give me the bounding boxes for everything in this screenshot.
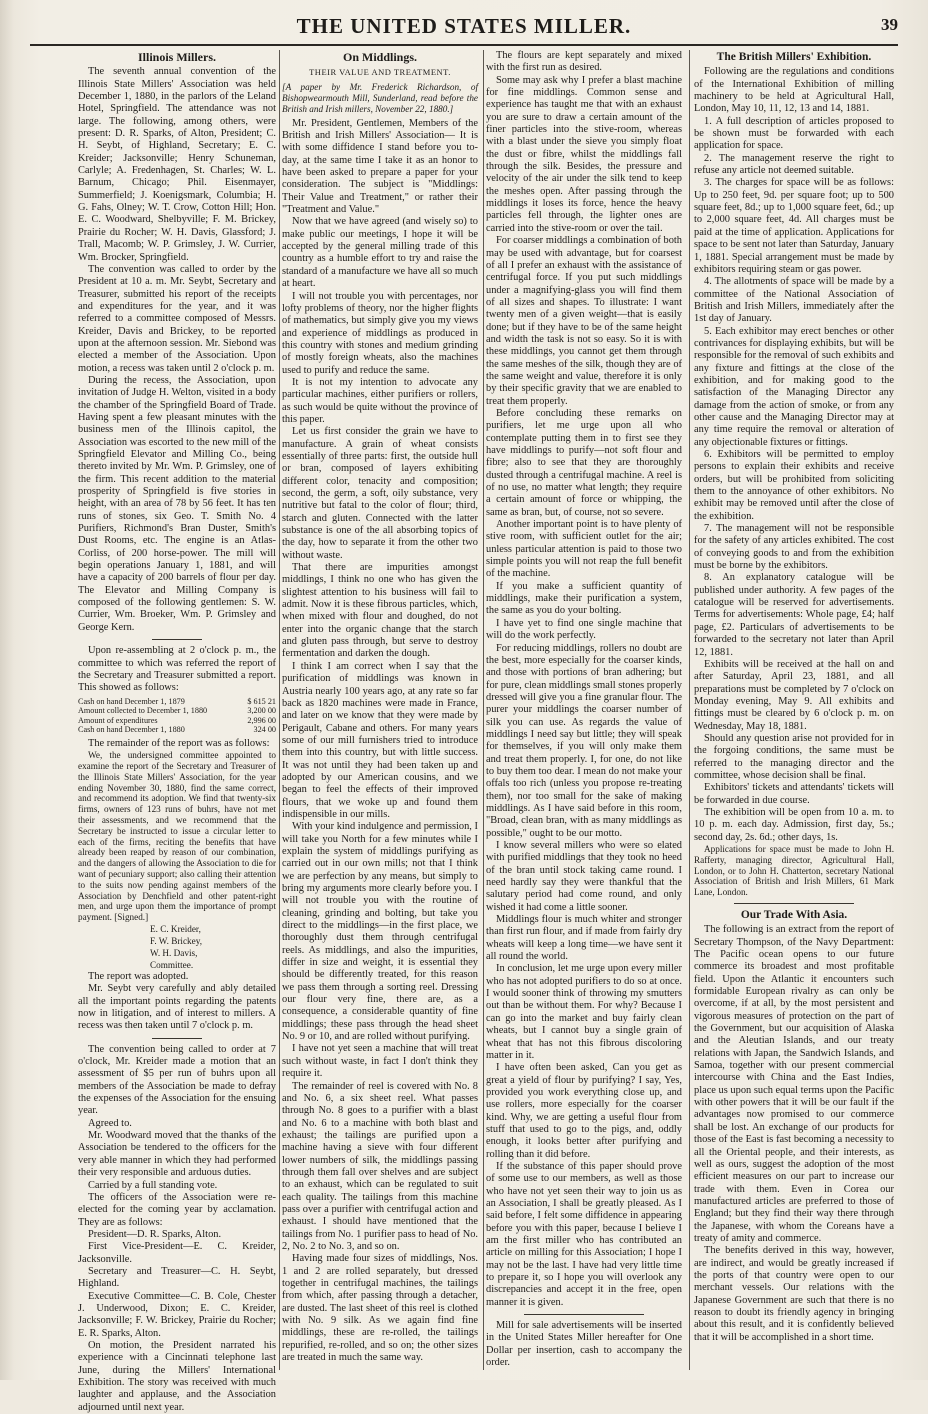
paragraph: For coarser middlings a combination of both may be used with advantage, but for coarsest of all I prefer an exhaust with the assistance of centrifugal force. If you put such middlings under a magnifying-glass you will find them of all sizes and shapes. To illustrate: I want twenty men of a given weight—that is easily done; but if they have to be of the same height and width the task is not so easy. So it is with these middlings, you cannot get them through the same meshes of the silk, though they are of the same weight and value, therefore it is only by their specific gravity that we are enabled to treat them properly. <box>486 235 682 407</box>
paragraph: The convention was called to order by the President at 10 a. m. Mr. Seybt, Secretary and Treasurer, submitted his report of the receipts and expenditures for the year, and it was referred to a committee composed of Messrs. Kreider, Davis and Brickey, to be reported upon at the afternoon session. Mr. Siebond was elected a member of the Association. Upon motion, a recess was taken until 2 o'clock p. m. <box>78 263 276 374</box>
paragraph: Middlings flour is much whiter and stronger than first run flour, and if made from fairly dry wheats will keep a long time—we have sent it all round the world. <box>486 914 682 963</box>
regulation-item: 3. The charges for space will be as follows: Up to 250 feet, 9d. per square foot; up to 500 square feet, 8d.; up to 1,000 square feet, 6d.; up to 2,000 square feet, 4d. All charges must be paid at the time of application. Applications for space to be sent not later than Saturday, January 1, 1881. Special arrangement must be made by exhibitors requiring steam or gas power. <box>694 177 894 275</box>
column-4 <box>694 50 894 1370</box>
paragraph: In conclusion, let me urge upon every miller who has not adopted purifiers to do so at once. I would sooner think of throwing my smutters out than be without them. For why? Because I can go into the market and buy fairly clean wheats, but I cannot buy a single grain of wheat that has not this fibrous discoloring matter in it. <box>486 963 682 1061</box>
paragraph: Let us first consider the grain we have to manufacture. A grain of wheat consists essentially of three parts: first, the outside hull or bran, composed of layers exhibiting different color, tenacity and composition; second, the germ, a soft, oily substance, very nutritive but fatal to the color of flour; third, starch and gluten. Connected with the latter substance is one of the all absorbing topics of the day, how to separate it from the other two without waste. <box>282 426 478 561</box>
signature: E. C. Kreider, <box>150 924 201 934</box>
paragraph: Another important point is to have plenty of stive room, with sufficient outlet for the air; unless particular attention is paid to those two simple points you will not reap the full benefit of the machine. <box>486 519 682 580</box>
paragraph: With your kind indulgence and permission, I will take you North for a few minutes while I explain the system of middlings purifying as carried out in our own mills; not that I think we are perfection by any means, but simply to bring my arguments more clearly before you. I will not trouble you with the routine of cleaning, grinding and bolting, but take you direct to the middlings—in the first place, we thoroughly dust them through centrifugal reels. As middlings, and also the impurities, differ in size and weight, it is essential they should be differently treated, for this reason we pass them through a sorting reel. Dressing our flour very fine, there are, as a consequence, a considerable quantity of fine middlings; these pass through the head sheet No. 9 or 10, and are rolled without purifying. <box>282 821 478 1043</box>
table-value: 2,996 00 <box>247 715 276 725</box>
signature: Committee. <box>150 960 194 970</box>
paragraph: Applications for space must be made to John H. Rafferty, managing director, Agricultural Hall, London, or to John H. Chatterton, secretary National Association of British and Irish Millers, 61 Mark Lane, London. <box>694 844 894 898</box>
signatures <box>78 923 276 971</box>
treasurer-table <box>78 697 276 735</box>
table-value: 3,200 00 <box>247 706 276 716</box>
masthead <box>30 12 898 46</box>
paragraph: The seventh annual convention of the Illinois State Millers' Association was held December 1, 1880, in the parlors of the Leland Hotel, Springfield. The attendance was not large. The following, among others, were present: D. R. Sparks, of Alton, President; C. H. Seybt, of Highland, Secretary; E. C. Kreider; Jacksonville; Henry Schuneman, Carlyle; A. Fredenhagen, St. Charles; W. L. Barnum, Chicago; Phil. Eisenmayer, Summerfield; J. Koenigsmark, Columbia; H. G. Fahs, Olney; W. T. Crow, Cotton Hill; Hon. E. C. Woodward, Shelbyville; F. M. Brickey, Prairie du Rocher; W. H. Davis, Glassford; J. Trall, Macomb; W. P. Grimsley, J. W. Currier, Wm. Brocker, Springfield. <box>78 66 276 263</box>
paragraph: For reducing middlings, rollers no doubt are the best, more especially for the coarser kinds, and those with portions of bran adhering; but for pure, clean middlings small stones properly dressed will give you a fine granular flour. The purer your middlings the coarser number of silk you can use. As regards the value of middlings I need say but little; they will speak for themselves, if you will only make them and treat them properly. I, for one, do not like to buy them too dear. I mean do not make your offals too rich (unless you propose re-treating them), nor too small for the sake of making middlings. As I have said before in this room, "Broad, clean bran, with as many middlings as possible," ought to be our motto. <box>486 642 682 839</box>
divider <box>152 1038 202 1039</box>
paragraph: President—D. R. Sparks, Alton. <box>88 1228 222 1240</box>
paragraph: If the substance of this paper should prove of some use to our members, as well as those who have not yet seen their way to join us as an Association, I shall be greatly pleased. As I said before, I felt some diffidence in appearing before you with this paper, because I believe I am the first miller who has contributed an article on milling for this Association; I hope I may not be the last. I have had very little time to prepare it, so I hope you will overlook any discrepancies and accept it in the free, open manner it is given. <box>486 1160 682 1308</box>
advertisement-notice: Mill for sale advertisements will be inserted in the United States Miller hereafter for One Dollar per insertion, cash to accompany the order. <box>486 1320 682 1369</box>
table-row <box>78 697 276 707</box>
paragraph: Mr. Seybt very carefully and ably detailed all the important points regarding the patents now in litigation, and of interest to millers. A recess was then taken until 7 o'clock p. m. <box>78 983 276 1032</box>
paragraph: Before concluding these remarks on purifiers, let me urge upon all who contemplate putting them in to first see they have middlings to purify—not soft flour and fibre; also to see that they are thoroughly dusted through a centrifugal machine. A reel is of no use, no matter what length; they require a certain amount of force or whipping, the same as bran, but, of course, not so severe. <box>486 407 682 518</box>
paragraph: Now that we have agreed (and wisely so) to make public our meetings, I hope it will be accepted by the general milling trade of this country as a humble effort to try and raise the standard of a manufacture we have all so much at heart. <box>282 216 478 290</box>
table-value: 324 00 <box>253 725 276 735</box>
column-rule <box>689 50 690 1370</box>
table-label: Amount collected to December 1, 1880 <box>78 706 208 716</box>
page-number: 39 <box>881 15 898 34</box>
paragraph: Upon re-assembling at 2 o'clock p. m., the committee to which was referred the report of the Secretary and Treasurer submitted a report. This showed as follows: <box>78 645 276 694</box>
paragraph: The convention being called to order at 7 o'clock, Mr. Kreider made a motion that an assessment of $5 per run of buhrs upon all members of the Association be made to defray the expenses of the Association for the ensuing year. <box>78 1043 276 1117</box>
paragraph: It is not my intention to advocate any particular machines, either purifiers or rollers, as such would be quite without the province of this paper. <box>282 376 478 425</box>
table-value: $ 615 21 <box>247 696 276 706</box>
article-heading-on-middlings: On Middlings. <box>342 50 418 64</box>
paragraph: The flours are kept separately and mixed with the first run as desired. <box>486 50 682 74</box>
paragraph: The benefits derived in this way, however, are indirect, and would be greatly increased if the ports of that country were open to our merchant vessels. Our relations with the Japanese Government are such that there is no reason to doubt its friendly agency in bringing about this result, and it is confidently believed that it will be accomplished in a short time. <box>694 1245 894 1343</box>
paragraph: The exhibition will be open from 10 a. m. to 10 p. m. each day. Admission, first day, 5s.; second day, 2s. 6d.; other days, 1s. <box>694 806 894 843</box>
paragraph: I have often been asked, Can you get as great a yield of flour by purifying? I say, Yes, provided you work everything close up, and use rollers, more especially for the coarser kind. Why, we are getting a useful flour from stuff that used to go to the pigs, and, oddly enough, it looks better after purifying and rolling than it did before. <box>486 1062 682 1160</box>
paragraph: That there are impurities amongst middlings, I think no one who has given the slightest attention to his business will fail to admit. Now it is these fibrous particles, which, when mixed with flour and doughed, do not enter into the organic change that the starch and gluten pass through, but serve to destroy fermentation and darken the dough. <box>282 562 478 660</box>
paragraph: Should any question arise not provided for in the forgoing conditions, the same must be referred to the managing director and the committee, whose decision shall be final. <box>694 732 894 781</box>
committee-report: We, the undersigned committee appointed to examine the report of the Secretary and Treasurer of the Illinois State Millers' Association, for the year ending November 30, 1880, find the same correct, and recommend its adoption. We find that twenty-six firms, owners of 123 runs of buhrs, have not met their assessments, and we recommend that the Secretary be instructed to issue a circular letter to each of the firms, reciting the benefits that have already been reaped by reason of our combination, and the dangers of allowing the Association to die for want of pecuniary support; also calling their attention to the suits now pending against members of the Association by Denchfield and other patent-right men, and urge upon them the importance of prompt payment. [Signed.] <box>78 750 276 923</box>
regulation-item: 8. An explanatory catalogue will be published under authority. A few pages of the catalogue will be reserved for advertisements. Terms for advertisements: Whole page, £4; half page, £2. Particulars of advertisements to be forwarded to the secretary not later than April 12, 1881. <box>694 572 894 658</box>
regulation-item: 6. Exhibitors will be permitted to employ persons to explain their exhibits and receive orders, but will be prohibited from soliciting them to the annoyance of other exhibitors. No exhibit may be removed until after the close of the exhibition. <box>694 449 894 522</box>
newspaper-title: THE UNITED STATES MILLER. <box>296 14 632 38</box>
article-heading-illinois-millers: Illinois Millers. <box>138 50 216 64</box>
paragraph: I think I am correct when I say that the purification of middlings was known in Austria nearly 100 years ago, at any rate so far back as 1820 machines were made in France, and later on we know that they were made by Perigault, Cabane and others. For many years some of our mill furnishers tried to introduce them into this country, but with little success. It was not until they had been taken up and adopted by our American cousins, and we began to feel the effects of their improved flours, that we woke up and found them indispensible in our mills. <box>282 660 478 820</box>
article-heading-trade-with-asia: Our Trade With Asia. <box>740 908 848 921</box>
column-rule <box>483 50 484 1370</box>
paragraph: I have yet to find one single machine that will do the work perfectly. <box>486 617 682 642</box>
paragraph: Agreed to. <box>88 1117 132 1129</box>
regulation-item: 1. A full description of articles proposed to be shown must be forwarded with each application for space. <box>694 115 894 152</box>
paragraph: During the recess, the Association, upon invitation of Judge H. Welton, visited in a body the chamber of the Springfield Board of Trade. Having spent a few pleasant minutes with the business men of the Illinois capitol, the Association was escorted to the new mill of the Springfield Elevator and Milling Co., being thereto invited by Mr. Wm. P. Grimsley, one of the firm. This recent addition to the material prosperity of Springfield is five stories in height, with an area of 78 by 56 feet. It has ten runs of stones, six Geo. T. Smith No. 4 Purifiers, Richmond's Bran Duster, Smith's Dust Rooms, etc. The engine is an Atlas-Corliss, of 200 horse-power. The mill will begin operations January 1, 1881, and will have a capacity of 200 barrels of flour per day. The Elevator and Milling Company is composed of the following gentlemen: S. W. Currier, Wm. Broeker, Wm. P. Grimsley and George Kern. <box>78 374 276 633</box>
paragraph: Some may ask why I prefer a blast machine for fine middlings. Common sense and experience has taught me that with an exhaust you are sure to draw a certain amount of the finer particles into the stive-room, whereas with a blast under the sieve you simply float the dust or fibre, whilst the middlings fall through the silk. Besides, the pressure and velocity of the air under the silk tend to keep the meshes open. After passing through the middlings it loses its force, hence the heavy particles fell through, the lighter ones are carried into the stive-room or over the tail. <box>486 74 682 234</box>
column-2 <box>282 50 478 1370</box>
table-label: Cash on hand December 1, 1880 <box>78 725 185 735</box>
paragraph: The officers of the Association were re-elected for the coming year by acclamation. They are as follows: <box>78 1191 276 1228</box>
signature: W. H. Davis, <box>150 948 198 958</box>
paragraph: First Vice-President—E. C. Kreider, Jacksonville. <box>78 1241 276 1265</box>
table-row <box>78 706 276 716</box>
paragraph: I have not yet seen a machine that will treat such without waste, in fact I don't think they require it. <box>282 1043 478 1080</box>
divider <box>152 639 202 640</box>
paragraph: Exhibitors' tickets and attendants' tickets will be forwarded in due course. <box>694 782 894 806</box>
editorial-note: [A paper by Mr. Frederick Richardson, of Bishopwearmouth Mill, Sunderland, read before the British and Irish millers, November 22, 1880.] <box>282 81 478 114</box>
table-row <box>78 725 276 735</box>
divider <box>524 1314 644 1315</box>
table-label: Amount of expenditures <box>78 715 158 725</box>
paragraph: The remainder of the report was as follows: <box>88 737 270 749</box>
paragraph: Secretary and Treasurer—C. H. Seybt, Highland. <box>78 1265 276 1290</box>
regulation-item: 5. Each exhibitor may erect benches or other contrivances for displaying exhibits, but will be responsible for the removal of such exhibits and any fixture and fittings at the close of the exhibition, and for making good to the satisfaction of the Managing Director any damage from the action of smoke, or from any other cause and the Managing Director may at any time require the removal or alteration of any objectionable fixtures or fittings. <box>694 325 894 448</box>
paragraph: On motion, the President narrated his experience with a Cincinnati telephone last June, during the Millers' International Exhibition. The story was received with much laughter and applause, and the Association adjourned until next year. <box>78 1339 276 1413</box>
paragraph: Mr. Woodward moved that the thanks of the Association be tendered to the officers for the very able manner in which they had performed their very responsible and arduous duties. <box>78 1130 276 1179</box>
paragraph: Executive Committee—C. B. Cole, Chester J. Underwood, Dixon; E. C. Kreider, Jacksonville; F. W. Brickey, Prairie du Rocher; E. R. Sparks, Alton. <box>78 1290 276 1339</box>
paragraph: Having made four sizes of middlings, Nos. 1 and 2 are rolled separately, but dressed together in centrifugal machines, the tailings from which, after passing through a detacher, are dusted. The last sheet of this reel is clothed with No. 9 silk. As we again find fine middlings, these are re-rolled, the tailings repurified, re-rolled, and so on; the other sizes are treated in much the same way. <box>282 1253 478 1364</box>
regulation-item: 4. The allotments of space will be made by a committee of the National Association of British and Irish Millers, immediately after the 1st day of January. <box>694 276 894 325</box>
column-3 <box>486 50 682 1370</box>
divider <box>734 903 854 904</box>
column-rule <box>279 50 280 1370</box>
paragraph: I will not trouble you with percentages, nor lofty problems of theory, nor the higher flights of mathematics, but simply give you my views and experience of middlings as produced in this country with stones and medium grinding of mostly foreign wheats, also the machines used to purify and reduce the same. <box>282 290 478 376</box>
article-subheading: THEIR VALUE AND TREATMENT. <box>309 67 451 78</box>
paragraph: The remainder of reel is covered with No. 8 and No. 6, a six sheet reel. What passes through No. 8 goes to a purifier with a blast and No. 6 to a machine with both blast and exhaust; the tailings are purified upon a machine having a sieve with four different lower numbers of silk, the middlings passing through them fall over shelves and are subject to an exhaust, which can be regulated to suit each quality. The tailings from this machine pass over a purifier with centrifugal action and exhaust. I should have mentioned that the tailings from No. 1 purifier pass to head of No. 2, No. 2 to No. 3, and so on. <box>282 1080 478 1252</box>
table-row <box>78 716 276 726</box>
paragraph: Carried by a full standing vote. <box>88 1179 218 1191</box>
paragraph: If you make a sufficient quantity of middlings, make their purification a system, the same as you do your bolting. <box>486 580 682 617</box>
regulation-item: 7. The management will not be responsible for the safety of any articles exhibited. The cost of conveying goods to and from the exhibition must be borne by the exhibitors. <box>694 523 894 572</box>
table-label: Cash on hand December 1, 1879 <box>78 696 185 706</box>
paragraph: Following are the regulations and conditions of the International Exhibition of milling machinery to be held at Agricultural Hall, London, May 10, 11, 12, 13 and 14, 1881. <box>694 66 894 115</box>
article-heading-british-millers-exhibition: The British Millers' Exhibition. <box>716 51 872 63</box>
column-1 <box>78 50 276 1413</box>
paragraph: Mr. President, Gentlemen, Members of the British and Irish Millers' Association— It is with some diffidence I stand before you to-day, at the same time I take it as an honor to have been asked to prepare a paper for your consideration. The subject is "Middlings: Their Value and Treatment," or rather their "Treatment and Value." <box>282 117 478 216</box>
regulation-item: 2. The management reserve the right to refuse any article not deemed suitable. <box>694 152 894 177</box>
paragraph: The following is an extract from the report of Secretary Thompson, of the Navy Department: The Pacific ocean opens to our future commerce its broadest and most profitable field. Upon the Atlantic it encounters such formidable European rivalry as can only be overcome, if at all, by the most persistent and vigorous measures of protection on the part of the Government, but our acquisition of Alaska and the Aleutian Islands, and our treaty relations with Japan, the Sandwich Islands, and Samoa, together with our present commercial intercourse with China and the East Indies, place us upon such equal terms upon the Pacific with other powers that it will be our fault if the advantages now promised to our commerce shall be lost. An exchange of our products for those of the East is fast becoming a necessity to all the Oriental people, and their interests, as well as ours, suggest the adoption of the most efficient measures on our part to increase our trade with them. Even in Corea our manufactured articles are preferred to those of England; but they find their way there through the Japanese, with whom the Coreans have a treaty of amity and commerce. <box>694 924 894 1244</box>
paragraph: The report was adopted. <box>88 971 189 982</box>
paragraph: Exhibits will be received at the hall on and after Saturday, April 23, 1881, and all preparations must be completed by 7 o'clock on Monday evening, May 9. All exhibits and fittings must be cleared by 6 o'clock p. m. on Wednesday, May 18, 1881. <box>694 658 894 732</box>
paragraph: I know several millers who were so elated with purified middlings that they took no heed of the bran until stock taking came round. I need hardly say they were thankful that the salutary period had come round, and only wished it had come a little sooner. <box>486 840 682 913</box>
signature: F. W. Brickey, <box>150 936 203 946</box>
